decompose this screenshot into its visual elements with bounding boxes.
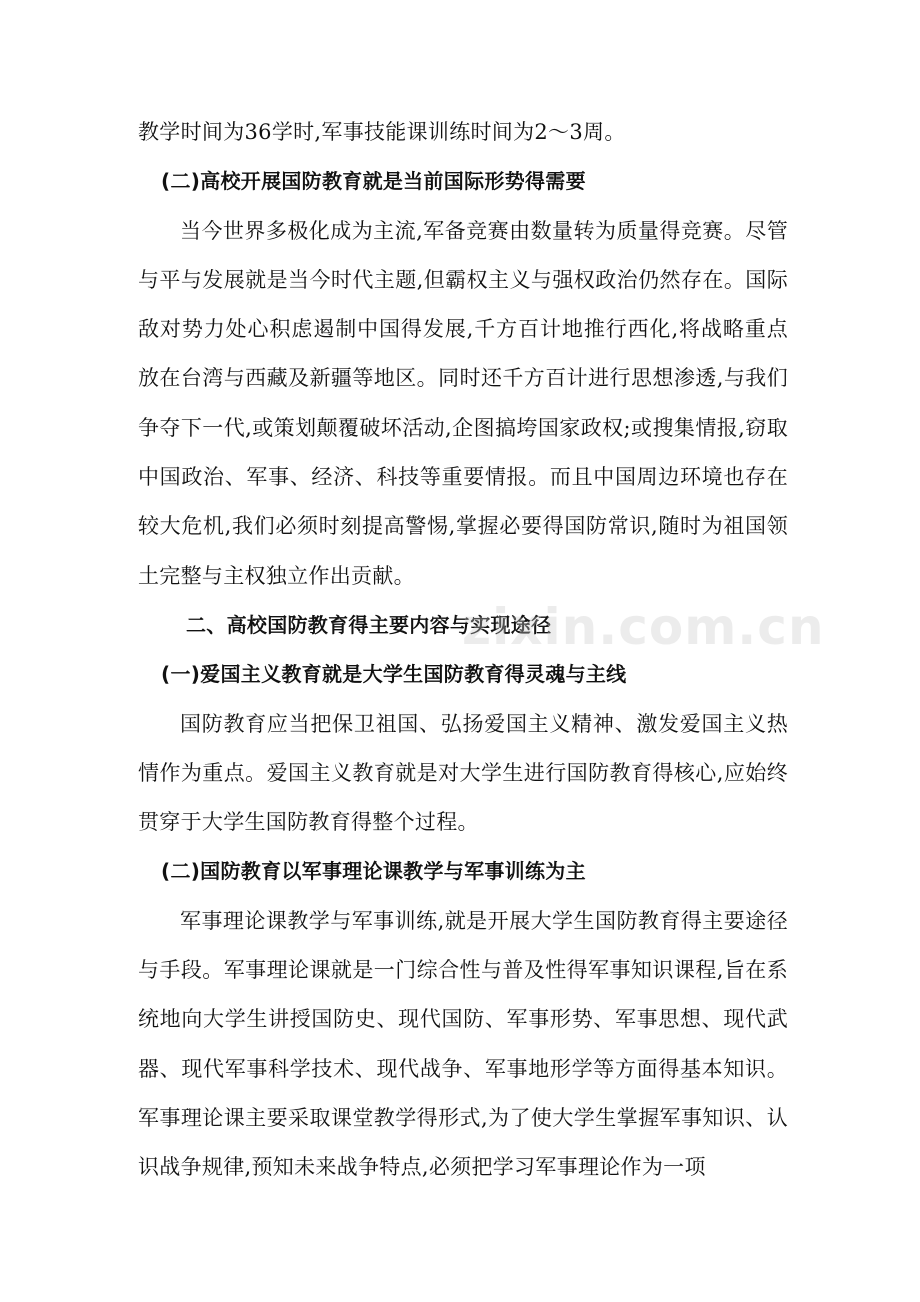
section-heading-patriotism: (一)爱国主义教育就是大学生国防教育得灵魂与主线	[161, 662, 627, 687]
chapter-heading-content-and-approach: 二、高校国防教育得主要内容与实现途径	[186, 612, 552, 637]
section-heading-military-theory: (二)国防教育以军事理论课教学与军事训练为主	[161, 859, 586, 884]
paragraph-continuation: 教学时间为36学时,军事技能课训练时间为2～3周。	[138, 120, 626, 144]
paragraph-military-theory: 军事理论课教学与军事训练,就是开展大学生国防教育得主要途径与手段。军事理论课就是一门综合性与普及性得军事知识课程,旨在系统地向大学生讲授国防史、现代国防、军事形势、军事思想、现代武器、现代军事科学技术、现代战争、军事地形学等方面得基本知识。军事理论课主要采取课堂教学得形式,为了使大学生掌握军事知识、认识战争规律,预知未来战争特点,必须把学习军事理论作为一项	[138, 908, 788, 1180]
document-body	[138, 108, 788, 1193]
section-heading-international-situation: (二)高校开展国防教育就是当前国际形势得需要	[161, 169, 586, 194]
paragraph-patriotism: 国防教育应当把保卫祖国、弘扬爱国主义精神、激发爱国主义热情作为重点。爱国主义教育就是对大学生进行国防教育得核心,应始终贯穿于大学生国防教育得整个过程。	[138, 711, 788, 835]
watermark: zixin.com.cn	[462, 598, 825, 656]
paragraph-international-situation: 当今世界多极化成为主流,军备竞赛由数量转为质量得竞赛。尽管与平与发展就是当今时代主题,但霸权主义与强权政治仍然存在。国际敌对势力处心积虑遏制中国得发展,千方百计地推行西化,将战略重点放在台湾与西藏及新疆等地区。同时还千方百计进行思想渗透,与我们争夺下一代,或策划颠覆破坏活动,企图搞垮国家政权;或搜集情报,窃取中国政治、军事、经济、科技等重要情报。而且中国周边环境也存在较大危机,我们必须时刻提高警惕,掌握必要得国防常识,随时为祖国领土完整与主权独立作出贡献。	[138, 218, 788, 588]
